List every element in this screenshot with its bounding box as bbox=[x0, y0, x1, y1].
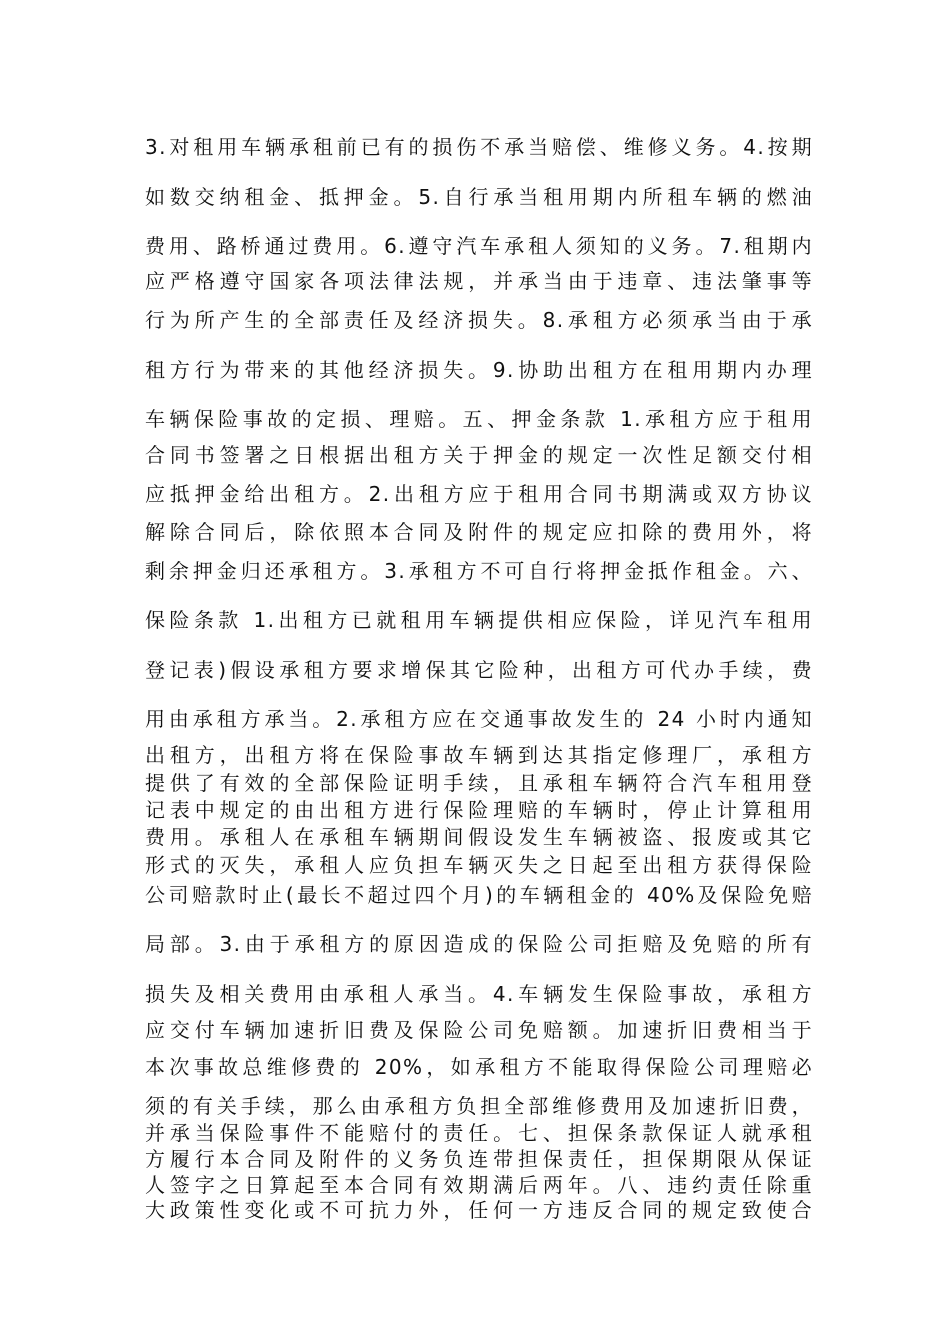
text-line: 行为所产生的全部责任及经济损失。8.承租方必须承当由于承 bbox=[145, 308, 813, 332]
text-line: 局部。3.由于承租方的原因造成的保险公司拒赔及免赔的所有 bbox=[145, 932, 813, 956]
text-line: 须的有关手续，那么由承租方负担全部维修费用及加速折旧费， bbox=[145, 1094, 813, 1118]
text-line: 形式的灭失，承租人应负担车辆灭失之日起至出租方获得保险 bbox=[145, 853, 813, 877]
text-line: 提供了有效的全部保险证明手续，且承租车辆符合汽车租用登 bbox=[145, 771, 813, 795]
text-line: 费用、路桥通过费用。6.遵守汽车承租人须知的义务。7.租期内 bbox=[145, 234, 813, 258]
text-line: 记表中规定的由出租方进行保险理赔的车辆时，停止计算租用 bbox=[145, 798, 813, 822]
text-line: 公司赔款时止(最长不超过四个月)的车辆租金的 40%及保险免赔 bbox=[145, 883, 813, 907]
text-line: 租方行为带来的其他经济损失。9.协助出租方在租用期内办理 bbox=[145, 358, 813, 382]
text-line: 人签字之日算起至本合同有效期满后两年。八、违约责任除重 bbox=[145, 1173, 813, 1197]
text-line: 应严格遵守国家各项法律法规，并承当由于违章、违法肇事等 bbox=[145, 269, 813, 293]
text-line: 合同书签署之日根据出租方关于押金的规定一次性足额交付相 bbox=[145, 443, 813, 467]
text-line: 损失及相关费用由承租人承当。4.车辆发生保险事故，承租方 bbox=[145, 982, 813, 1006]
text-line: 用由承租方承当。2.承租方应在交通事故发生的 24 小时内通知 bbox=[145, 707, 813, 731]
text-line: 本次事故总维修费的 20%，如承租方不能取得保险公司理赔必 bbox=[145, 1055, 813, 1079]
text-line: 出租方，出租方将在保险事故车辆到达其指定修理厂，承租方 bbox=[145, 743, 813, 767]
text-line: 3.对租用车辆承租前已有的损伤不承当赔偿、维修义务。4.按期 bbox=[145, 135, 813, 159]
text-line: 大政策性变化或不可抗力外，任何一方违反合同的规定致使合 bbox=[145, 1198, 813, 1222]
text-line: 应抵押金给出租方。2.出租方应于租用合同书期满或双方协议 bbox=[145, 482, 813, 506]
text-line: 方履行本合同及附件的义务负连带担保责任，担保期限从保证 bbox=[145, 1147, 813, 1171]
text-line: 解除合同后，除依照本合同及附件的规定应扣除的费用外，将 bbox=[145, 520, 813, 544]
text-line: 并承当保险事件不能赔付的责任。七、担保条款保证人就承租 bbox=[145, 1121, 813, 1145]
text-line: 车辆保险事故的定损、理赔。五、押金条款 1.承租方应于租用 bbox=[145, 407, 813, 431]
text-line: 剩余押金归还承租方。3.承租方不可自行将押金抵作租金。六、 bbox=[145, 559, 813, 583]
text-line: 应交付车辆加速折旧费及保险公司免赔额。加速折旧费相当于 bbox=[145, 1018, 813, 1042]
text-line: 费用。承租人在承租车辆期间假设发生车辆被盗、报废或其它 bbox=[145, 825, 813, 849]
text-line: 登记表)假设承租方要求增保其它险种，出租方可代办手续，费 bbox=[145, 658, 813, 682]
text-line: 如数交纳租金、抵押金。5.自行承当租用期内所租车辆的燃油 bbox=[145, 185, 813, 209]
text-line: 保险条款 1.出租方已就租用车辆提供相应保险，详见汽车租用 bbox=[145, 608, 813, 632]
